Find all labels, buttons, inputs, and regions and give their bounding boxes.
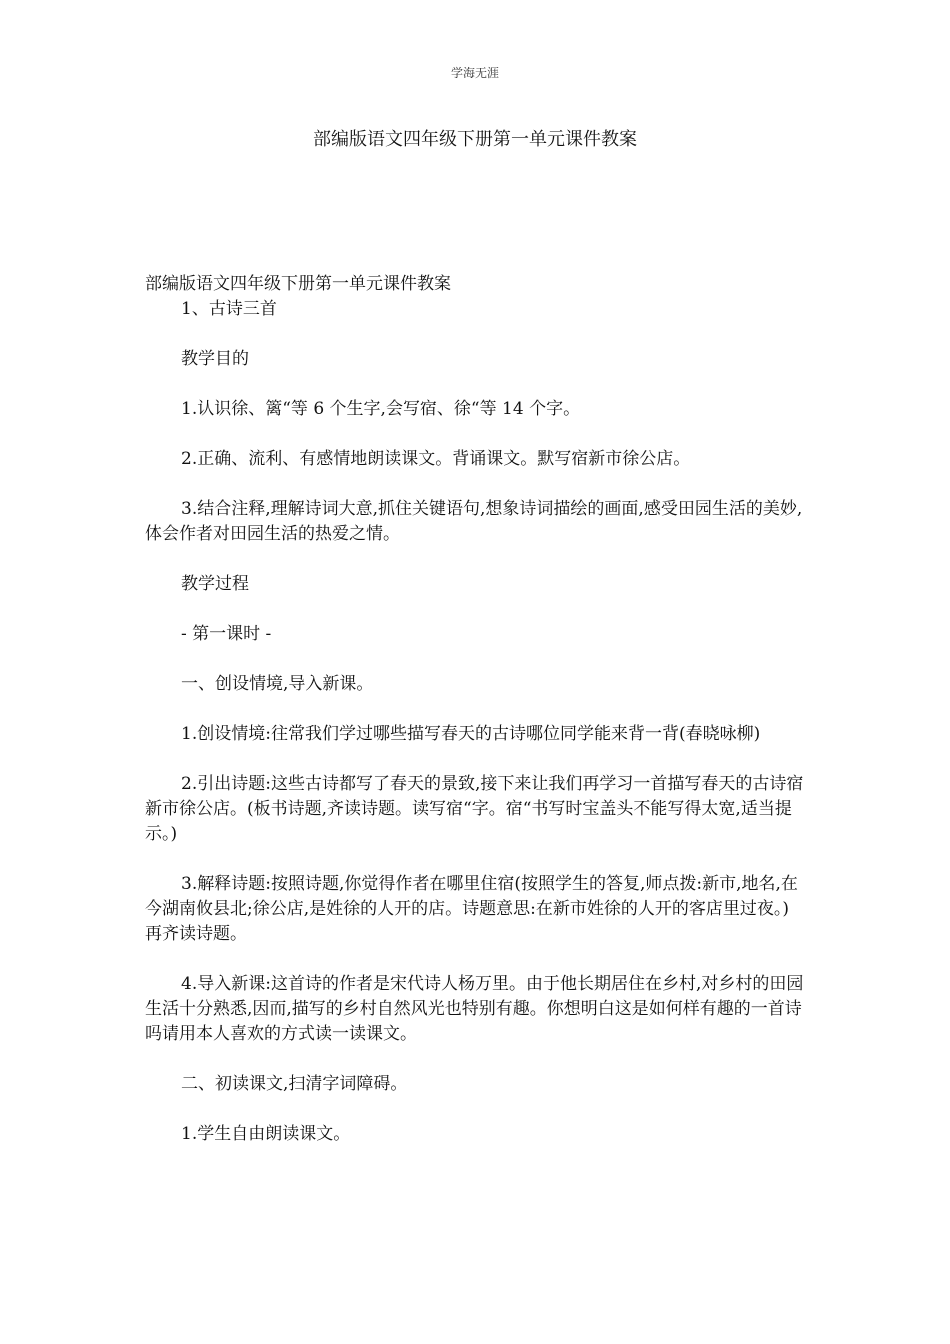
step2-item: 1.学生自由朗读课文。 (181, 1124, 351, 1144)
lesson-number: 1、古诗三首 (181, 299, 277, 319)
goal-item: 3.结合注释,理解诗词大意,抓住关键语句,想象诗词描绘的画面,感受田园生活的美妙,体会作者对田园生活的热爱之情。 (145, 499, 803, 544)
period-label: - 第一课时 - (181, 624, 272, 644)
step1-item: 4.导入新课:这首诗的作者是宋代诗人杨万里。由于他长期居住在乡村,对乡村的田园生活十分熟悉,因而,描写的乡村自然风光也特别有趣。你想明白这是如何样有趣的一首诗吗请用本人喜欢的方式读一读课文。 (145, 974, 804, 1044)
goal-item: 1.认识徐、篱“等 6 个生字,会写宿、徐“等 14 个字。 (181, 399, 581, 419)
document-body (145, 272, 805, 1147)
step1-heading: 一、创设情境,导入新课。 (181, 674, 374, 694)
page-header: 学海无涯 (450, 66, 499, 80)
step2-heading: 二、初读课文,扫清字词障碍。 (181, 1074, 408, 1094)
document-subtitle: 部编版语文四年级下册第一单元课件教案 (145, 274, 451, 294)
goal-item: 2.正确、流利、有感情地朗读课文。背诵课文。默写宿新市徐公店。 (181, 449, 691, 469)
goals-heading: 教学目的 (181, 349, 249, 369)
step1-item: 3.解释诗题:按照诗题,你觉得作者在哪里住宿(按照学生的答复,师点拨:新市,地名,在今湖南攸县北;徐公店,是姓徐的人开的店。诗题意思:在新市姓徐的人开的客店里过夜。)再齐读诗题。 (145, 874, 798, 944)
step1-item: 2.引出诗题:这些古诗都写了春天的景致,接下来让我们再学习一首描写春天的古诗宿新市徐公店。(板书诗题,齐读诗题。读写宿“字。宿“书写时宝盖头不能写得太宽,适当提示。) (145, 774, 804, 844)
document-title: 部编版语文四年级下册第一单元课件教案 (313, 129, 637, 150)
step1-item: 1.创设情境:往常我们学过哪些描写春天的古诗哪位同学能来背一背(春晓咏柳) (181, 724, 761, 744)
process-heading: 教学过程 (181, 574, 249, 594)
